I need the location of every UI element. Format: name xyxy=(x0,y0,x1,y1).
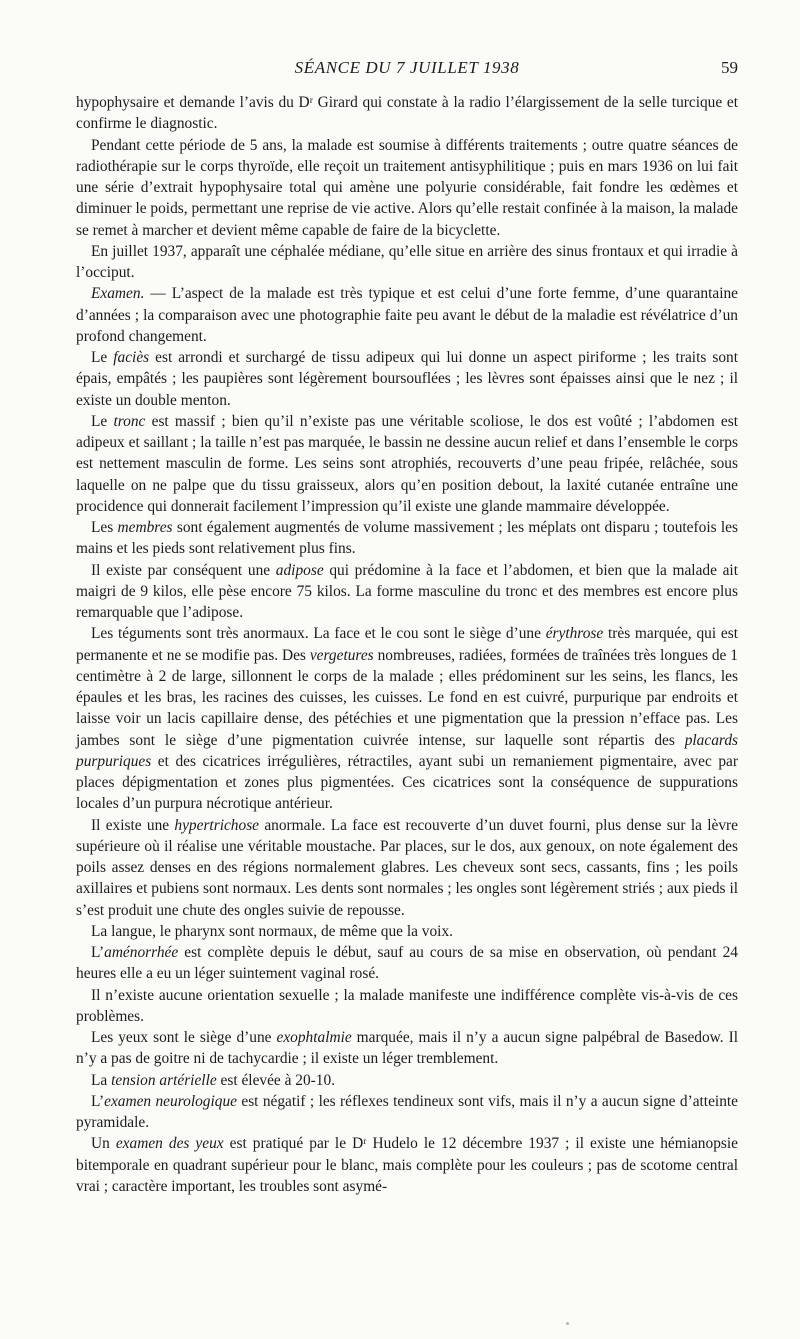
paragraph-tronc xyxy=(76,411,738,517)
text-run: Il n’existe aucune orientation sexuelle ; la malade manifeste une indifférence complète vis-à-vis de ces problèmes. xyxy=(76,986,738,1025)
italic-term: vergetures xyxy=(309,646,374,664)
paragraph-hypertrichose xyxy=(76,815,738,921)
italic-term: hypertrichose xyxy=(174,816,260,834)
italic-term: membres xyxy=(117,519,173,536)
page-number: 59 xyxy=(721,58,738,77)
header-title: SÉANCE DU 7 JUILLET 1938 xyxy=(294,58,520,77)
paragraph-orientation xyxy=(76,985,738,1028)
body-text xyxy=(76,92,738,1197)
text-run: sont également augmentés de volume massivement ; les méplats ont disparu ; toutefois les mains et les pieds sont relativement plus fins. xyxy=(76,519,738,558)
italic-term: placards purpuriques xyxy=(76,731,738,770)
paragraph-examen xyxy=(76,283,738,347)
text-run: Les yeux sont le siège d’une xyxy=(91,1029,277,1046)
paragraph-p3 xyxy=(76,241,738,284)
paragraph-membres xyxy=(76,517,738,560)
paragraph-amenorrhee xyxy=(76,942,738,985)
text-run: est négatif ; les réflexes tendineux sont vifs, mais il n’y a aucun signe d’atteinte pyramidale. xyxy=(76,1092,738,1131)
text-run: La xyxy=(91,1071,112,1089)
text-run: L’ xyxy=(91,944,105,961)
text-run: Les xyxy=(91,519,118,536)
running-header xyxy=(76,58,738,82)
text-run: est massif ; bien qu’il n’existe pas une véritable scoliose, le dos est voûté ; l’abdomen est adipeux et saillant ; la taille n’est pas marquée, le bassin ne dessine aucun relief et dans l’ensemble le corps est nettement masculin de forme. Les seins sont atrophiés, recouverts d’une peau fripée, relâchée, sous laquelle on ne palpe que du tissu graisseux, alors qu’en position debout, la laxité cutanée entraîne une procidence qui donnerait facilement l’impression qu’il existe une glande mammaire développée. xyxy=(76,412,738,515)
paragraph-yeux xyxy=(76,1027,738,1070)
text-run: En juillet 1937, apparaît une céphalée médiane, qu’elle situe en arrière des sinus frontaux et qui irradie à l’occiput. xyxy=(76,242,738,281)
italic-term: Examen. xyxy=(91,285,145,303)
paragraph-p1 xyxy=(76,92,738,135)
italic-term: tronc xyxy=(113,412,146,430)
text-run: anormale. La face est recouverte d’un duvet fourni, plus dense sur la lèvre supérieure où il réalise une véritable moustache. Par places, sur le dos, aux genoux, on note également des poils assez denses en des régions normalement glabres. Les cheveux sont secs, cassants, fins ; les poils axillaires et pubiens sont normaux. Les dents sont normales ; les ongles sont légèrement striés ; aux pieds il s’est produit une chute des ongles suivie de repousse. xyxy=(76,816,738,919)
italic-term: adipose xyxy=(275,561,324,579)
text-run: L’ xyxy=(91,1092,105,1110)
text-run: marquée, mais il n’y a aucun signe palpébral de Basedow. Il n’y a pas de goitre ni de tachycardie ; il existe un léger tremblement. xyxy=(76,1029,739,1068)
paragraph-teguments xyxy=(76,623,738,814)
paper-speck xyxy=(566,1322,569,1325)
italic-term: érythrose xyxy=(545,625,604,643)
italic-term: aménorrhée xyxy=(104,944,179,961)
text-run: est élevée à 20-10. xyxy=(216,1071,336,1089)
text-run: — L’aspect de la malade est très typique et est celui d’une forte femme, d’une quarantaine d’années ; la comparaison avec une photographie faite peu avant le début de la maladie est révélatrice d’un profond changement. xyxy=(76,285,738,345)
text-run: est arrondi et surchargé de tissu adipeux qui lui donne un aspect piriforme ; les traits sont épais, empâtés ; les paupières sont légèrement boursouflées ; les lèvres sont épaisses ainsi que le nez ; il existe un double menton. xyxy=(76,349,738,409)
paragraph-examen-yeux xyxy=(76,1133,738,1197)
italic-term: faciès xyxy=(113,349,150,366)
text-run: Les téguments sont très anormaux. La face et le cou sont le siège d’une xyxy=(91,625,546,643)
text-run: Pendant cette période de 5 ans, la malade est soumise à différents traitements ; outre quatre séances de radiothérapie sur le corps thyroïde, elle reçoit un traitement antisyphilitique ; puis en mars 1936 on lui fait une série d’extrait hypophysaire total qui amène une polyurie considérable, fait fondre les œdèmes et diminuer le poids, permettant une reprise de vie active. Alors qu’elle restait confinée à la maison, la malade se remet à marcher et devient même capable de faire de la bicyclette. xyxy=(76,136,738,239)
text-run: Il existe une xyxy=(91,816,175,834)
italic-term: tension artérielle xyxy=(111,1071,217,1089)
text-run: Un xyxy=(91,1135,116,1153)
paragraph-langue xyxy=(76,921,738,942)
text-run: Le xyxy=(91,412,114,430)
text-run: hypophysaire et demande l’avis du Dʳ Girard qui constate à la radio l’élargissement de la selle turcique et confirme le diagnostic. xyxy=(76,94,738,133)
italic-term: exophtalmie xyxy=(276,1029,352,1046)
text-run: et des cicatrices irrégulières, rétractiles, ayant subi un remaniement pigmentaire, avec par places dépigmentation et zones plus pigmentées. Ces cicatrices sont la conséquence de suppurations locales d’un purpura nécrotique antérieur. xyxy=(76,752,738,813)
italic-term: examen neurologique xyxy=(104,1092,237,1110)
paragraph-tension xyxy=(76,1070,738,1091)
text-run: Il existe par conséquent une xyxy=(91,561,276,579)
text-run: est pratiqué par le Dʳ Hudelo le 12 décembre 1937 ; il existe une hémianopsie bitemporale en quadrant supérieur pour le blanc, mais complète pour les couleurs ; pas de scotome central vrai ; caractère important, les troubles sont asymé- xyxy=(76,1135,738,1195)
paragraph-adipose xyxy=(76,560,738,624)
text-run: très marquée, qui est permanente et ne se modifie pas. Des xyxy=(76,625,738,664)
text-run: La langue, le pharynx sont normaux, de même que la voix. xyxy=(91,922,454,940)
text-run: Le xyxy=(91,349,114,366)
italic-term: examen des yeux xyxy=(115,1135,224,1153)
text-run: qui prédomine à la face et l’abdomen, et bien que la malade ait maigri de 9 kilos, elle pèse encore 75 kilos. La forme masculine du tronc et des membres est encore plus remarquable que l’adipose. xyxy=(76,561,738,621)
paragraph-p2 xyxy=(76,135,738,241)
paragraph-neurologique xyxy=(76,1091,738,1134)
text-run: est complète depuis le début, sauf au cours de sa mise en observation, où pendant 24 heures elle a eu un léger suintement vaginal rosé. xyxy=(76,944,738,983)
text-run: nombreuses, radiées, formées de traînées très longues de 1 centimètre à 2 de large, sillonnent le corps de la malade ; elles prédominent sur les seins, les flancs, les épaules et les bras, les racines des cuisses, les cuisses. Le fond en est cuivré, purpurique par endroits et laisse voir un lacis capillaire dense, des pétéchies et une pigmentation que la pression n’efface pas. Les jambes sont le siège d’une pigmentation cuivrée intense, sur laquelle sont répartis des xyxy=(76,646,738,749)
paragraph-facies xyxy=(76,347,738,411)
